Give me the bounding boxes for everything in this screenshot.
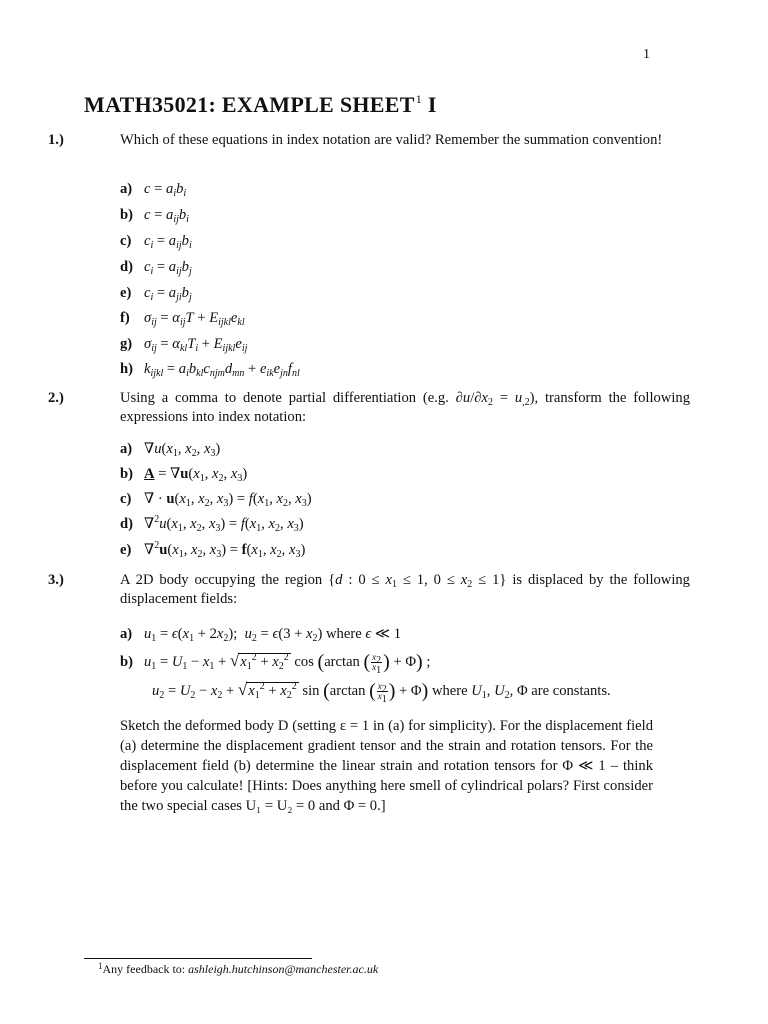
title-text: MATH35021: EXAMPLE SHEET [84, 92, 415, 117]
footnote-mark: 1 [98, 961, 103, 971]
q1-item-g: g) $\sigma_{ij} = \alpha_{kl}T_i + E_{ijkl}e_{ij}$ [120, 336, 248, 354]
q2-item-d: d) $\nabla^2u(x_1$, $x_2$, $x_3) = f(x_1$, $x_2$, $x_3$) [120, 514, 304, 534]
item-label: b) [120, 207, 133, 223]
where-text: where [431, 683, 468, 699]
title-suffix: I [427, 92, 437, 117]
footnote-email-link[interactable]: ashleigh.hutchinson@manchester.ac.uk [188, 962, 379, 976]
q1-item-h: h) $k_{ijkl} = a_ib_{kl}c_{njm}d_{mn} + e_{ik}e_{jn}f_{nl}$ [120, 361, 300, 379]
item-label: a) [120, 441, 133, 457]
title-footnote-mark: 1 [415, 92, 423, 106]
q2-item-a: a) $\nabla u(x_1$, $x_2$, $x_3$) [120, 441, 221, 459]
item-label: d) [120, 259, 133, 275]
item-label: a) [120, 181, 133, 197]
q3-item-b-line1: b) $u_1 = U_1 - x_1 + √x_1^2 + x_2^2$ cos (arctan ( $\frac{x_2}{x_1}$ ) + Φ) ; [120, 651, 431, 677]
question-3-text-after: is displaced by the following displacement fields: [120, 572, 690, 607]
footnote-text: Any feedback to: [102, 962, 189, 976]
question-1-text: Which of these equations in index notation are valid? Remember the summation convention! [120, 132, 663, 148]
question-3-text-before: A 2D body occupying the region [120, 572, 329, 588]
constants-text: are constants. [531, 683, 611, 699]
question-3: 3.) A 2D body occupying the region {d : $0 \le x_1 \le 1$, $0 \le x_2 \le 1$} is displaced by the following displacement fields: [48, 572, 690, 607]
item-label: d) [120, 516, 133, 532]
footnote [98, 962, 378, 977]
item-label: h) [120, 361, 133, 377]
page-number: 1 [643, 47, 650, 62]
q1-item-f: f) $\sigma_{ij} = \alpha_{ij}T + E_{ijkl}e_{kl}$ [120, 310, 245, 328]
question-2-number: 2.) [48, 390, 64, 406]
question-3-number: 3.) [48, 572, 64, 588]
q2-item-b: b) $A = \nabla u(x_1$, $x_2$, $x_3$) [120, 466, 248, 484]
q1-item-a: a) $c = a_ib_i$ [120, 181, 187, 199]
q3-item-a: a) $u_1 = \epsilon(x_1 + 2x_2)$; $u_2 = \epsilon(3 + x_2)$ where ϵ ≪ 1 [120, 626, 402, 644]
q3-item-b-line2: $u_2 = U_2 - x_2 + √x_1^2 + x_2^2$ sin (arctan ( $\frac{x_2}{x_1}$ ) + Φ) where $U_1$, $U_2$, Φ are constants. [152, 680, 611, 706]
footnote-rule [84, 958, 312, 959]
item-label: a) [120, 626, 133, 642]
item-label: b) [120, 466, 133, 482]
question-1-number: 1.) [48, 132, 64, 148]
item-label: f) [120, 310, 130, 326]
q2-item-c: c) ∇ · $u(x_1$, $x_2$, $x_3) = f(x_1$, $x_2$, $x_3$) [120, 491, 312, 509]
item-label: e) [120, 285, 132, 301]
page-title [84, 92, 437, 118]
q1-item-e: e) $c_i = a_{ji}b_j$ [120, 285, 192, 303]
question-2: 2.) Using a comma to denote partial differentiation (e.g. $\partial u/\partial x_2 = u_{,2}$), transform the following expressions into index notation: [48, 390, 690, 425]
q1-item-c: c) $c_i = a_{ij}b_i$ [120, 233, 192, 251]
item-label: c) [120, 491, 132, 507]
item-label: c) [120, 233, 132, 249]
item-label: g) [120, 336, 133, 352]
question-1 [48, 131, 690, 150]
q2-item-e: e) $\nabla^2u(x_1$, $x_2$, $x_3) = f(x_1$, $x_2$, $x_3$) [120, 540, 306, 560]
q1-item-d: d) $c_i = a_{ij}b_j$ [120, 259, 192, 277]
question-3-body: Sketch the deformed body D (setting ε = 1 in (a) for simplicity). For the displacement field (a) determine the displacement gradient tensor and the strain and rotation tensors. For the displacement field (b) determine the linear strain and rotation tensors for Φ ≪ 1 – think before you calculate! [Hints: Does anything here smell of cylindrical polars? First consider the two special cases U₁ = U₂ = 0 and Φ = 0.] [120, 718, 653, 814]
item-label: e) [120, 542, 132, 558]
item-label: b) [120, 654, 133, 670]
where-text: where [326, 626, 362, 642]
q1-item-b: b) $c = a_{ij}b_i$ [120, 207, 189, 225]
question-2-text-before: Using a comma to denote partial differentiation (e.g. [120, 390, 456, 406]
question-2-text-after: ), transform the following expressions into index notation: [120, 390, 690, 425]
